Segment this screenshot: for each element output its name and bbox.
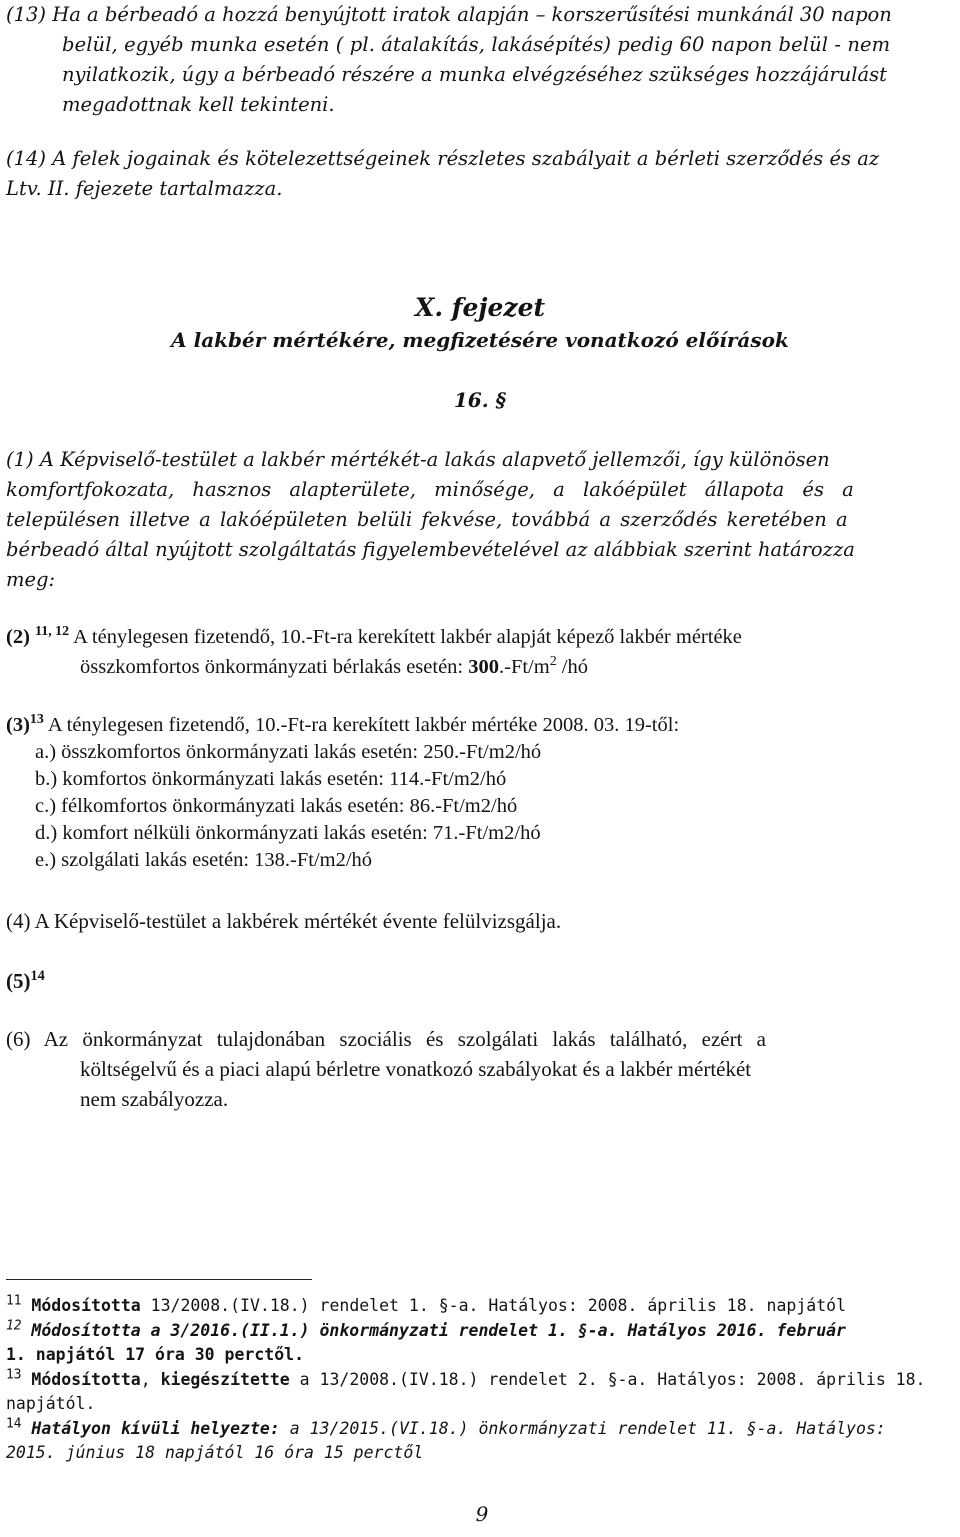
s3-item-d: d.) komfort nélküli önkormányzati lakás esetén: 71.-Ft/m2/hó <box>35 822 541 844</box>
section-1 <box>6 445 956 595</box>
section-number: 16. § <box>453 388 507 412</box>
footnote-11-bold: Módosította <box>31 1296 141 1315</box>
footnote-13-mid: , <box>140 1369 161 1389</box>
footnote-12 <box>6 1319 956 1368</box>
s2-amount: 300 <box>468 656 499 678</box>
chapter-heading <box>0 292 960 354</box>
footnote-11-text: 13/2008.(IV.18.) rendelet 1. §-a. Hatályos: 2008. április 18. napjától <box>140 1296 847 1315</box>
footnote-13-bold-1: Módosította <box>31 1369 141 1389</box>
s2-text-1: A ténylegesen fizetendő, 10.-Ft-ra kerekített lakbér alapját képező lakbér mértéke <box>69 626 742 648</box>
s3-item-c: c.) félkomfortos önkormányzati lakás esetén: 86.-Ft/m2/hó <box>35 795 518 817</box>
footnote-14-text: a 13/2015.(VI.18.) önkormányzati rendelet 11. §-a. Hatályos: <box>279 1418 886 1438</box>
s3-text: A ténylegesen fizetendő, 10.-Ft-ra kerekített lakbér mértéke 2008. 03. 19-től: <box>43 714 680 736</box>
p13-line-2: belül, egyéb munka esetén ( pl. átalakítás, lakásépítés) pedig 60 napon belül - nem <box>62 33 891 56</box>
s3-item-a: a.) összkomfortos önkormányzati lakás esetén: 250.-Ft/m2/hó <box>35 741 542 763</box>
s1-line-1: (1) A Képviselő-testület a lakbér mértékét-a lakás alapvető jellemzői, így különösen <box>6 448 830 471</box>
footnote-13-line-2: napjától. <box>6 1394 96 1413</box>
s3-item-e: e.) szolgálati lakás esetén: 138.-Ft/m2/hó <box>35 849 373 871</box>
s2-footnote-refs: 11, 12 <box>35 624 70 640</box>
chapter-subtitle: A lakbér mértékére, megfizetésére vonatkozó előírások <box>171 328 789 352</box>
s1-line-3: településen illetve a lakóépületen belüli fekvése, továbbá a szerződés keretében a <box>6 508 848 531</box>
footnotes <box>6 1294 956 1466</box>
p13-line-4: megadottnak kell tekinteni. <box>62 93 335 116</box>
section-6 <box>6 1024 956 1114</box>
paragraph-14 <box>6 144 956 204</box>
p14-line-1: (14) A felek jogainak és kötelezettségeinek részletes szabályait a bérleti szerződés és az <box>6 147 880 170</box>
page-number: 9 <box>475 1502 489 1526</box>
footnote-12-line-2: 1. napjától 17 óra 30 perctől. <box>6 1345 305 1364</box>
s5-number: (5) <box>6 969 31 993</box>
s1-line-2: komfortfokozata, hasznos alapterülete, minősége, a lakóépület állapota és a <box>6 478 854 501</box>
s3-footnote-ref: 13 <box>29 712 44 728</box>
footnote-separator <box>6 1279 312 1280</box>
s5-footnote-ref: 14 <box>30 968 45 984</box>
footnote-11-number: 11 <box>6 1293 22 1309</box>
section-2 <box>6 622 956 682</box>
footnote-11 <box>6 1294 956 1319</box>
footnote-12-line-1: Módosította a 3/2016.(II.1.) önkormányzati rendelet 1. §-a. Hatályos 2016. február <box>21 1320 846 1340</box>
s6-line-3: nem szabályozza. <box>80 1087 229 1111</box>
s3-number: (3) <box>6 714 30 736</box>
s1-line-4: bérbeadó által nyújtott szolgáltatás figyelembevételével az alábbiak szerint határozza <box>6 538 855 561</box>
p13-line-3: nyilatkozik, úgy a bérbeadó részére a munka elvégzéséhez szükséges hozzájárulást <box>62 63 888 86</box>
section-5 <box>6 966 45 996</box>
p13-line-1: (13) Ha a bérbeadó a hozzá benyújtott iratok alapján – korszerűsítési munkánál 30 napon <box>6 3 892 26</box>
s2-unit-post: /hó <box>556 656 588 678</box>
s2-number: (2) <box>6 626 30 648</box>
s6-line-1: (6) Az önkormányzat tulajdonában szociális és szolgálati lakás található, ezért a <box>6 1027 766 1051</box>
footnote-14-number: 14 <box>6 1416 22 1431</box>
footnote-13-number: 13 <box>6 1367 22 1382</box>
footnote-14-line-2: 2015. június 18 napjától 16 óra 15 perctől <box>6 1443 424 1462</box>
s2-text-2: összkomfortos önkormányzati bérlakás esetén: <box>80 656 469 678</box>
footnote-13-text: a 13/2008.(IV.18.) rendelet 2. §-a. Hatályos: 2008. április 18. <box>289 1369 926 1389</box>
chapter-title: X. fejezet <box>414 293 546 322</box>
footnote-12-number: 12 <box>6 1318 22 1333</box>
footnote-13 <box>6 1368 956 1417</box>
s1-line-5: meg: <box>6 568 56 591</box>
footnote-13-bold-2: kiegészítette <box>160 1369 290 1389</box>
footnote-14 <box>6 1417 956 1466</box>
section-3 <box>6 712 956 874</box>
s2-unit: .-Ft/m <box>499 656 550 678</box>
s6-line-2: költségelvű és a piaci alapú bérletre vonatkozó szabályokat és a lakbér mértékét <box>80 1057 752 1081</box>
footnote-14-bold: Hatályon kívüli helyezte: <box>31 1418 280 1438</box>
section-4: (4) A Képviselő-testület a lakbérek mértékét évente felülvizsgálja. <box>6 909 562 933</box>
p14-line-2: Ltv. II. fejezete tartalmazza. <box>6 177 283 200</box>
s3-item-b: b.) komfortos önkormányzati lakás esetén: 114.-Ft/m2/hó <box>35 768 507 790</box>
paragraph-13 <box>6 0 954 120</box>
s2-unit-exponent: 2 <box>549 654 557 670</box>
